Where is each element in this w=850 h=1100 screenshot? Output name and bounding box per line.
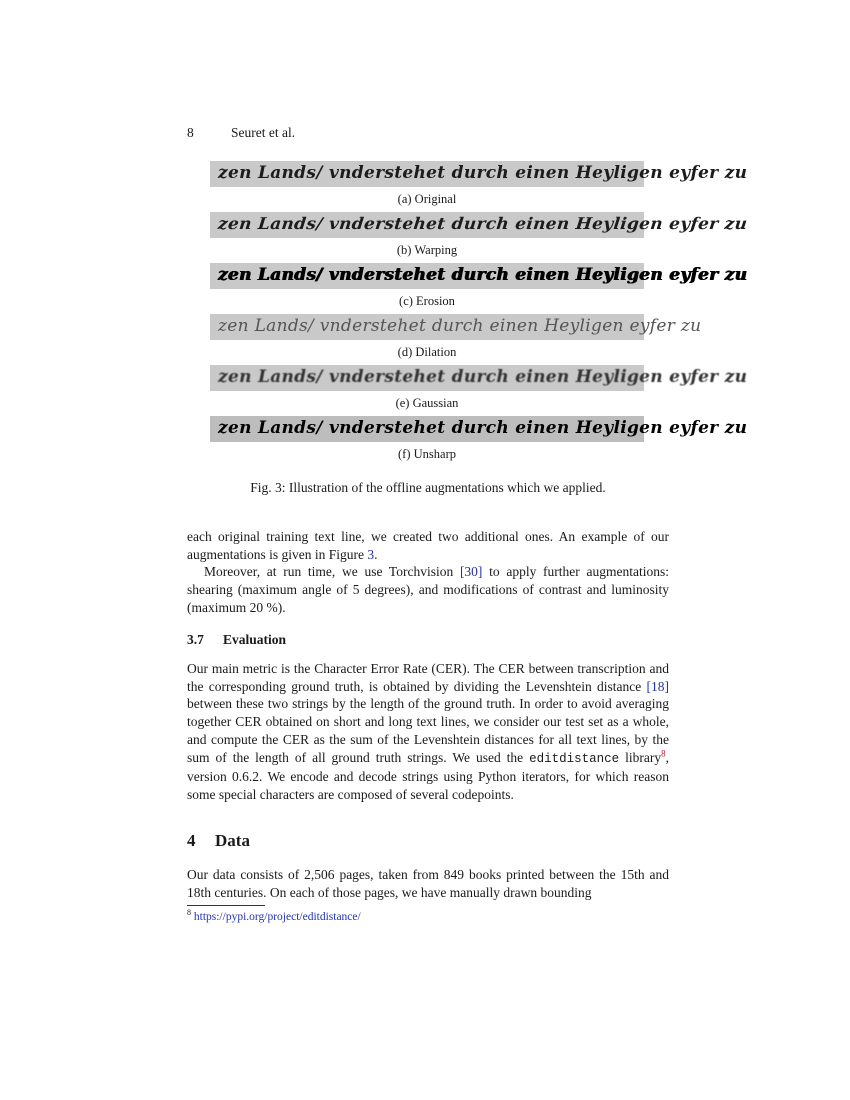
citation-link-30[interactable]: [30] [459,564,483,580]
running-title: Seuret et al. [231,125,296,140]
footnote [187,908,361,923]
line-text: zen Lands/ vnderstehet durch einen Heyligen eyfer zu [218,418,748,438]
line-text: zen Lands/ vnderstehet durch einen Heyligen eyfer zu [218,163,748,183]
paragraph-evaluation: Our main metric is the Character Error Rate (CER). The CER between transcription and the corresponding ground truth, is obtained by dividing the Levenshtein distance [18] between these two strings by the length of the ground truth. In order to avoid averaging together CER obtained on short and long text lines, we consider our test set as a whole, and compute the CER as the sum of the Levenshtein distances for all text lines, by the sum of the length of all ground truth strings. We used the editdistance library$^8$, version 0.6.2. We encode and decode strings using Python iterators, for which reason some special characters are composed of several codepoints. [187,661,669,802]
footnote-mark: 8 [187,908,191,917]
code-editdistance: editdistance [529,751,620,766]
text-line-image-unsharp [210,416,748,442]
figure-caption: Fig. 3: Illustration of the offline augmentations which we applied. [250,480,606,495]
text-line-image-dilation [210,314,702,340]
text-line-image-erosion [210,263,748,289]
section-number: 3.7 [187,632,204,647]
footnote-marker-link[interactable]: 8 [661,748,666,759]
line-text: zen Lands/ vnderstehet durch einen Heyligen eyfer zu [217,214,749,234]
subcaption-gaussian: (e) Gaussian [395,396,459,410]
section-number: 4 [187,831,196,850]
paragraph-augmentation: each original training text line, we created two additional ones. An example of our augmentations is given in Figure 3. Moreover, at run time, we use Torchvision [30] to apply further augmentations: shearing (maximum angle of 5 degrees), and modifications of contrast and luminosity (maximum 20 %). [187,529,669,615]
subcaption-warping: (b) Warping [396,243,458,257]
subcaption-erosion: (c) Erosion [399,294,455,308]
paragraph-data: Our data consists of 2,506 pages, taken from 849 books printed between the 15th and 18th centuries. On each of those pages, we have manually drawn bounding [187,867,669,900]
figure-3 [210,161,749,467]
line-text: zen Lands/ vnderstehet durch einen Heyligen eyfer zu [218,265,748,285]
running-header [187,125,295,141]
text-line-image-original [210,161,748,187]
section-title: Data [215,831,250,850]
text-line-image-gaussian [210,365,748,391]
page-number: 8 [187,125,194,140]
figure-reference-link[interactable]: 3 [367,546,375,562]
citation-link-18[interactable]: [18] [646,678,669,694]
section-heading-data [187,831,250,851]
footnote-divider [187,905,265,906]
line-text: zen Lands/ vnderstehet durch einen Heyligen eyfer zu [218,316,702,336]
line-text: zen Lands/ vnderstehet durch einen Heyligen eyfer zu [218,367,748,387]
text-line-image-warping [210,212,749,238]
section-title: Evaluation [223,632,287,647]
subcaption-dilation: (d) Dilation [397,345,457,359]
footnote-url-link[interactable]: https://pypi.org/project/editdistance/ [193,910,361,923]
subcaption-unsharp: (f) Unsharp [398,447,456,461]
subcaption-original: (a) Original [397,192,457,206]
section-heading-evaluation [187,632,286,648]
